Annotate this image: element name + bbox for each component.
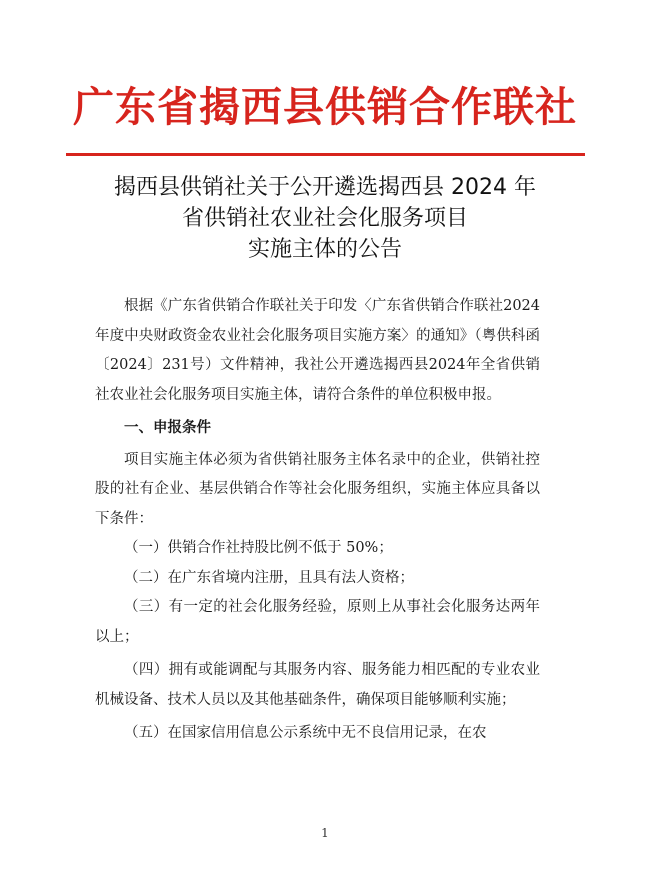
- condition-item: （四）拥有或能调配与其服务内容、服务能力相匹配的专业农业机械设备、技术人员以及其他基础条件，确保项目能够顺利实施；: [95, 662, 540, 708]
- condition-item: （五）在国家信用信息公示系统中无不良信用记录，在农: [124, 725, 487, 741]
- title-line-2: 省供销社农业社会化服务项目: [181, 206, 468, 231]
- notice-body: [95, 292, 540, 749]
- conditions-lead: 项目实施主体必须为省供销社服务主体名录中的企业，供销社控股的社有企业、基层供销合作等社会化服务组织，实施主体应具备以下条件：: [95, 451, 540, 527]
- notice-title: [0, 172, 650, 265]
- title-line-3: 实施主体的公告: [247, 237, 402, 262]
- condition-item: （一）供销合作社持股比例不低于 50%；: [124, 540, 393, 556]
- condition-item: （二）在广东省境内注册，且具有法人资格；: [124, 569, 414, 586]
- red-divider: [66, 153, 585, 156]
- title-line-1: 揭西县供销社关于公开遴选揭西县 2024 年: [114, 175, 536, 200]
- condition-item: （三）有一定的社会化服务经验，原则上从事社会化服务达两年以上；: [95, 599, 540, 645]
- page-number: 1: [321, 826, 329, 840]
- intro-paragraph: 根据《广东省供销合作联社关于印发〈广东省供销合作联社2024年度中央财政资金农业社会化服务项目实施方案〉的通知》（粤供科函〔2024〕231号）文件精神，我社公开遴选揭西县2024年全省供销社农业社会化服务项目实施主体，请符合条件的单位积极申报。: [95, 298, 540, 403]
- section-heading: 一、申报条件: [124, 420, 211, 436]
- masthead-title: 广东省揭西县供销合作联社: [73, 83, 577, 131]
